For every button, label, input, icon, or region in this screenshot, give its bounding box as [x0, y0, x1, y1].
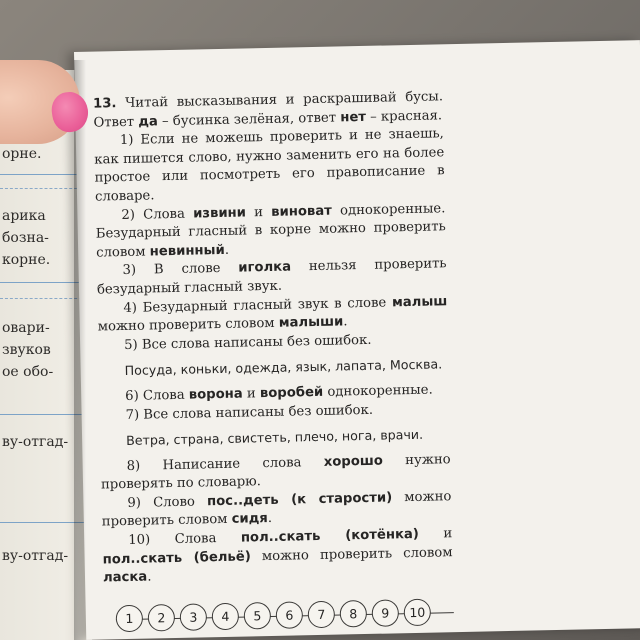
statement-text: 2) Слова	[121, 206, 194, 223]
exercise-13	[93, 88, 453, 588]
statement-keyword: ворона	[188, 386, 243, 403]
statement-keyword: невинный	[149, 242, 225, 260]
statement-keyword: иголка	[238, 259, 292, 276]
statement-text: нужно проверять по словарю.	[100, 451, 451, 493]
statement-keyword: виноват	[271, 203, 333, 220]
statement-text: однокоренные.	[323, 382, 433, 400]
statement-keyword: воробей	[259, 384, 324, 402]
bead-5[interactable]: 5	[244, 602, 272, 630]
statement-text: можно проверить словом	[101, 489, 452, 530]
statement-keyword: пол..скать (котёнка)	[240, 526, 420, 546]
left-fragment: корне.	[2, 252, 51, 268]
statement-2	[95, 200, 446, 263]
statement-keyword: пос..деть (к старости)	[206, 490, 393, 510]
statement-text: нельзя проверить безударный гласный звук.	[96, 256, 447, 298]
bead-4[interactable]: 4	[212, 603, 240, 631]
statement-1: 1) Если не можешь проверить и не знаешь, как пишется слово, нужно заменить его на более простое или посмотреть его правописание в словаре.	[94, 126, 445, 205]
intro-text: Читай высказывания и раскрашивай бусы. Ответ	[93, 89, 444, 131]
statement-text: 10) Слова	[128, 530, 242, 549]
word-list-7: Ветра, страна, свистеть, плечо, нога, врачи.	[125, 426, 424, 449]
statement-text: и	[245, 204, 272, 220]
statement-keyword: пол..скать (бельё)	[102, 549, 251, 568]
left-fragment: арика	[2, 208, 46, 224]
bead-row	[116, 599, 431, 633]
workbook-page	[74, 40, 640, 640]
statement-text: 6) Слова	[125, 387, 189, 404]
statement-keyword: малыш	[391, 293, 448, 310]
word-list-5: Посуда, коньки, одежда, язык, лапата, Москва.	[124, 356, 443, 379]
yes-word: да	[138, 113, 159, 130]
statement-text: .	[343, 314, 348, 330]
intro-text: – красная.	[365, 107, 443, 125]
bead-1[interactable]: 1	[116, 605, 144, 633]
bead-8[interactable]: 8	[340, 600, 368, 628]
statement-text: 4) Безударный гласный звук в слове	[123, 294, 393, 316]
bead-10[interactable]: 10	[404, 599, 432, 627]
left-fragment: орне.	[2, 146, 42, 162]
statement-keyword: извини	[192, 204, 247, 222]
statement-7: 7) Все слова написаны без ошибок.	[125, 402, 374, 423]
statement-text: и	[418, 526, 453, 542]
statement-keyword: хорошо	[323, 453, 384, 470]
statement-text: 8) Написание слова	[126, 454, 324, 474]
statement-5: 5) Все слова написаны без ошибок.	[123, 332, 372, 353]
bead-7[interactable]: 7	[308, 601, 336, 629]
bead-2[interactable]: 2	[148, 604, 176, 632]
statement-text: .	[224, 242, 230, 258]
left-fragment: звуков	[2, 342, 51, 358]
statement-text: можно проверить словом	[97, 315, 279, 335]
left-fragment: ое обо-	[2, 364, 54, 380]
statement-text: 9) Слово	[127, 494, 208, 511]
statement-text: 3) В слове	[122, 260, 239, 279]
no-word: нет	[340, 109, 367, 126]
left-fragment: ву-отгад-	[2, 548, 69, 564]
intro-text: – бусинка зелёная, ответ	[157, 110, 341, 129]
exercise-number: 13.	[92, 96, 117, 112]
statement-keyword: сидя	[231, 511, 268, 528]
statement-text: однокоренные. Безударный гласный в корне можно проверить словом	[95, 200, 446, 261]
left-fragment: овари-	[2, 320, 50, 336]
statement-keyword: малыши	[278, 314, 344, 331]
left-fragment: ву-отгад-	[2, 434, 69, 450]
bead-6[interactable]: 6	[276, 601, 304, 629]
statement-text: .	[267, 511, 273, 527]
statement-text: .	[147, 569, 152, 585]
left-fragment: бозна-	[2, 230, 49, 246]
bead-3[interactable]: 3	[180, 603, 208, 631]
statement-keyword: ласка	[102, 569, 148, 586]
statement-10	[102, 525, 453, 588]
book-spine-shadow	[74, 60, 86, 640]
statement-text: можно проверить словом	[250, 544, 453, 565]
bead-9[interactable]: 9	[372, 599, 400, 627]
statement-text: и	[242, 386, 261, 402]
